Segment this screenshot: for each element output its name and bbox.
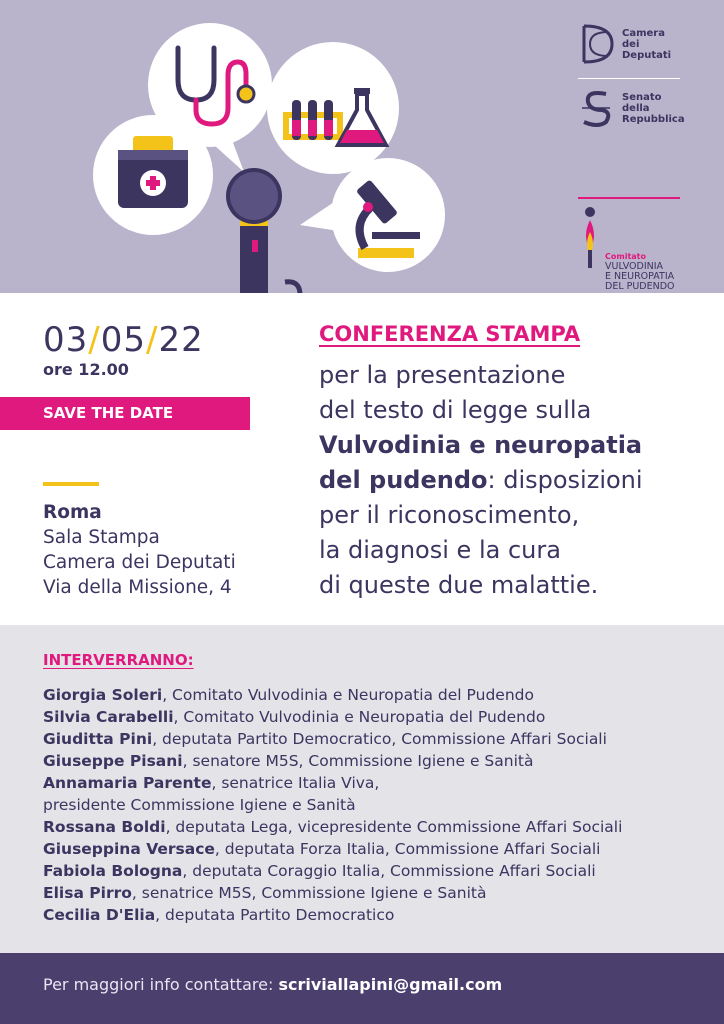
logo-divider-pink	[578, 197, 680, 199]
speaker-name: Giorgia Soleri	[43, 686, 163, 704]
venue-line: Sala Stampa	[43, 527, 160, 548]
venue-line: Camera dei Deputati	[43, 552, 236, 573]
date-year: 22	[158, 320, 204, 360]
conference-line	[319, 463, 719, 498]
speaker-name: Annamaria Parente	[43, 774, 212, 792]
event-city: Roma	[43, 502, 102, 523]
speaker-name: Giuditta Pini	[43, 730, 153, 748]
comitato-name-line: VULVODINIA	[605, 261, 664, 272]
conference-description	[319, 358, 719, 603]
speaker-role: , deputata Partito Democratico	[155, 906, 395, 924]
speaker-item	[43, 904, 713, 926]
conference-title: CONFERENZA STAMPA	[319, 322, 581, 346]
speaker-name: Fabiola Bologna	[43, 862, 183, 880]
speaker-name: Giuseppe Pisani	[43, 752, 183, 770]
speaker-item	[43, 772, 713, 794]
conference-line: per il riconoscimento,	[319, 501, 580, 529]
speaker-name: Cecilia D'Elia	[43, 906, 156, 924]
event-time: ore 12.00	[43, 360, 129, 379]
speakers-list	[43, 684, 713, 926]
speaker-item	[43, 706, 713, 728]
speaker-role: , deputata Lega, vicepresidente Commissione Affari Sociali	[165, 818, 623, 836]
speaker-item	[43, 816, 713, 838]
logo-divider	[578, 78, 680, 79]
camera-logo-line: Camera	[622, 27, 665, 39]
speaker-role: , deputata Partito Democratico, Commissione Affari Sociali	[152, 730, 607, 748]
microphone-icon	[226, 168, 300, 293]
speaker-item	[43, 728, 713, 750]
speaker-role: , senatore M5S, Commissione Igiene e Sanità	[182, 752, 534, 770]
speaker-item	[43, 684, 713, 706]
speaker-item-continued: presidente Commissione Igiene e Sanità	[43, 796, 356, 814]
venue-line: Via della Missione, 4	[43, 577, 232, 598]
camera-logo-text	[622, 28, 671, 61]
speaker-name: Silvia Carabelli	[43, 708, 174, 726]
comitato-emblem-icon	[578, 206, 602, 268]
speaker-role: , senatrice Italia Viva,	[211, 774, 380, 792]
speaker-role: , deputata Forza Italia, Commissione Affari Sociali	[214, 840, 601, 858]
senato-logo-line: della	[622, 102, 650, 114]
date-separator: /	[88, 320, 101, 360]
conference-line-bold	[319, 428, 719, 463]
date-month: 05	[100, 320, 146, 360]
senato-logo-line: Senato	[622, 91, 662, 103]
accent-rule	[43, 482, 99, 486]
speaker-item	[43, 838, 713, 860]
speakers-title: INTERVERRANNO:	[43, 651, 194, 669]
speaker-role: , Comitato Vulvodinia e Neuropatia del Pudendo	[173, 708, 546, 726]
comitato-name-line: E NEUROPATIA	[605, 271, 675, 282]
conference-line: per la presentazione	[319, 361, 566, 389]
speaker-name: Rossana Boldi	[43, 818, 166, 836]
event-date	[43, 320, 204, 360]
conference-line: del testo di legge sulla	[319, 396, 592, 424]
footer-contact-label: Per maggiori info contattare:	[43, 975, 279, 994]
speaker-name: Giuseppina Versace	[43, 840, 215, 858]
senato-logo-text	[622, 92, 685, 125]
senato-logo-line: Repubblica	[622, 113, 685, 125]
camera-logo	[578, 22, 671, 66]
comitato-label: Comitato	[605, 252, 646, 261]
speaker-role: , deputata Coraggio Italia, Commissione Affari Sociali	[182, 862, 596, 880]
lab-bubble	[267, 42, 399, 174]
camera-logo-line: dei	[622, 38, 640, 50]
speaker-name: Elisa Pirro	[43, 884, 132, 902]
date-day: 03	[43, 320, 89, 360]
contact-email-link[interactable]: scriviallapini@gmail.com	[278, 975, 503, 994]
law-title-part2: del pudendo	[319, 466, 488, 494]
speaker-role: , senatrice M5S, Commissione Igiene e Sanità	[131, 884, 487, 902]
conference-line: la diagnosi e la cura	[319, 536, 561, 564]
speaker-item	[43, 882, 713, 904]
law-title-part1: Vulvodinia e neuropatia	[319, 431, 643, 459]
date-separator: /	[146, 320, 159, 360]
senato-emblem-icon	[578, 88, 614, 128]
footer-contact	[43, 975, 502, 994]
comitato-name-line: DEL PUDENDO	[605, 281, 675, 292]
camera-logo-line: Deputati	[622, 49, 672, 61]
event-location	[43, 500, 236, 600]
save-the-date-label: SAVE THE DATE	[43, 404, 174, 422]
comitato-logo-text	[605, 252, 675, 292]
speaker-item	[43, 750, 713, 772]
microscope-bubble	[300, 158, 445, 272]
conference-line-rest: : disposizioni	[487, 466, 643, 494]
speaker-role: , Comitato Vulvodinia e Neuropatia del Pudendo	[162, 686, 534, 704]
save-the-date-banner	[0, 397, 250, 430]
header-illustration-area	[0, 0, 724, 293]
speaker-item	[43, 860, 713, 882]
conference-line: di queste due malattie.	[319, 571, 599, 599]
senato-logo	[578, 88, 685, 128]
camera-emblem-icon	[578, 22, 614, 66]
